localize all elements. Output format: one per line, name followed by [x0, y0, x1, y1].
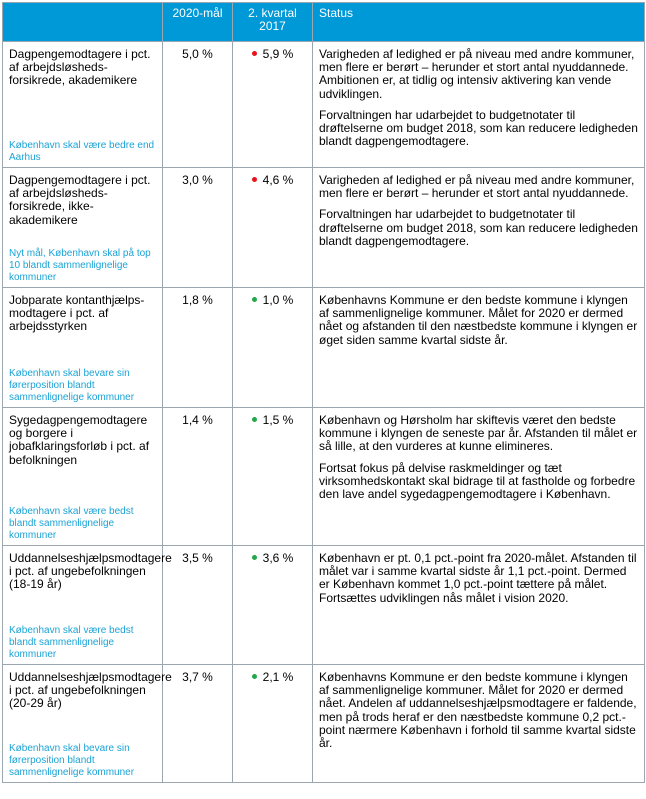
target-2020-value: 1,8 % [163, 288, 233, 408]
status-table [2, 2, 645, 783]
header-row [3, 3, 645, 42]
table-row [3, 288, 645, 408]
status-paragraph: Forvaltningen har udarbejdet to budgetnotater til drøftelserne om budget 2018, som kan reducere ledigheden blandt dagpengemodtagere. [319, 107, 638, 149]
status-dot-icon [252, 555, 257, 560]
goal-note: København skal bevare sin førerposition blandt sammenlignelige kommuner [9, 368, 135, 403]
target-2020-value: 3,0 % [163, 168, 233, 288]
goal-note: København skal bevare sin førerposition blandt sammenlignelige kommuner [9, 743, 135, 778]
current-cell [233, 408, 313, 546]
goal-note: København skal være bedst blandt sammenlignelige kommuner [9, 625, 134, 660]
table-body [3, 42, 645, 783]
status-dot-icon [252, 297, 257, 302]
measure-cell [3, 408, 163, 546]
measure-cell [3, 288, 163, 408]
status-cell [313, 408, 645, 546]
target-2020-value: 5,0 % [163, 42, 233, 168]
current-value: 4,6 % [262, 173, 294, 187]
status-paragraph: København og Hørsholm har skiftevis været den bedste kommune i klyngen de seneste par år. Afstanden til målet er så lille, at den vurderes at kunne elimineres. [319, 413, 638, 454]
header-measure [3, 3, 163, 42]
status-dot-icon [252, 417, 257, 422]
status-paragraph: Fortsat fokus på delvise raskmeldinger og tæt virksomhedskontakt skal bidrage til at fastholde og forbedre den lave andel sygedagpengemodtagere i København. [319, 460, 636, 502]
status-paragraph: Københavns Kommune er den bedste kommune i klyngen af sammenlignelige kommuner. Målet for 2020 er dermed nået og afstanden til den næstbedste kommune i klyngen er øget siden samme kvartal sidste år. [319, 293, 638, 347]
status-cell [313, 665, 645, 783]
current-cell [233, 288, 313, 408]
status-paragraph: Varigheden af ledighed er på niveau med andre kommuner, men flere er berørt – herunder et stort antal nyuddannede. [319, 173, 635, 201]
status-cell [313, 546, 645, 665]
status-dot-icon [252, 674, 257, 679]
current-value: 1,0 % [262, 293, 294, 307]
measure-label: Uddannelseshjælpsmodtagere i pct. af ungebefolkningen (20-29 år) [9, 670, 172, 711]
status-paragraph: Varigheden af ledighed er på niveau med andre kommuner, men flere er berørt – herunder et stort antal nyuddannede. Ambitionen er, at tidlig og intensiv aktivering kan vende udviklingen. [319, 47, 635, 101]
current-value: 3,6 % [262, 551, 294, 565]
table-row [3, 546, 645, 665]
measure-label: Jobparate kontanthjælps-modtagere i pct. af arbejdsstyrken [9, 293, 145, 334]
target-2020-value: 1,4 % [163, 408, 233, 546]
table-row [3, 665, 645, 783]
table-row [3, 408, 645, 546]
current-cell [233, 42, 313, 168]
goal-note: København skal være bedst blandt sammenlignelige kommuner [9, 506, 134, 541]
measure-label: Sygedagpengemodtagere og borgere i jobafklaringsforløb i pct. af befolkningen [9, 413, 150, 467]
status-paragraph: København er pt. 0,1 pct.-point fra 2020-målet. Afstanden til målet var i samme kvartal sidste år 1,1 pct.-point. Dermed er København kommet 1,0 pct.-point tættere på målet. Fortsættes udviklingen nås målet i vision 2020. [319, 551, 637, 605]
current-cell [233, 665, 313, 783]
current-cell [233, 546, 313, 665]
goal-note: Nyt mål, København skal på top 10 blandt sammenlignelige kommuner [9, 248, 151, 283]
measure-cell [3, 665, 172, 783]
current-value: 2,1 % [262, 670, 294, 684]
status-paragraph: Forvaltningen har udarbejdet to budgetnotater til drøftelserne om budget 2018, som kan reducere ledigheden blandt dagpengemodtagere. [319, 207, 638, 248]
measure-cell [3, 42, 163, 168]
target-2020-value: 3,5 % [163, 546, 233, 665]
header-q2-2017: 2. kvartal 2017 [233, 3, 313, 42]
status-cell [313, 168, 645, 288]
table-row [3, 42, 645, 168]
status-dot-icon [252, 177, 257, 182]
current-value: 1,5 % [262, 413, 294, 427]
current-cell [233, 168, 313, 288]
measure-cell [3, 168, 163, 288]
status-paragraph: Københavns Kommune er den bedste kommune i klyngen af sammenlignelige kommuner. Målet for 2020 er dermed nået. Andelen af uddannelseshjælpsmodtagere er faldende, men på trods heraf er den næstbedste kommune 0,2 pct.-point nærmere København i forhold til samme kvartal sidste år. [319, 670, 637, 751]
measure-label: Dagpengemodtagere i pct. af arbejdsløsheds-forsikrede, akademikere [9, 47, 151, 88]
status-dot-icon [252, 51, 257, 56]
goal-note: København skal være bedre end Aarhus [9, 140, 155, 163]
table-row [3, 168, 645, 288]
measure-label: Dagpengemodtagere i pct. af arbejdsløsheds-forsikrede, ikke-akademikere [9, 173, 151, 227]
header-target-2020: 2020-mål [163, 3, 233, 42]
measure-cell [3, 546, 172, 665]
current-value: 5,9 % [262, 47, 294, 61]
status-cell [313, 42, 645, 168]
header-status: Status [313, 3, 645, 42]
status-cell [313, 288, 645, 408]
target-2020-value: 3,7 % [163, 665, 233, 783]
measure-label: Uddannelseshjælpsmodtagere i pct. af ungebefolkningen (18-19 år) [9, 551, 172, 592]
